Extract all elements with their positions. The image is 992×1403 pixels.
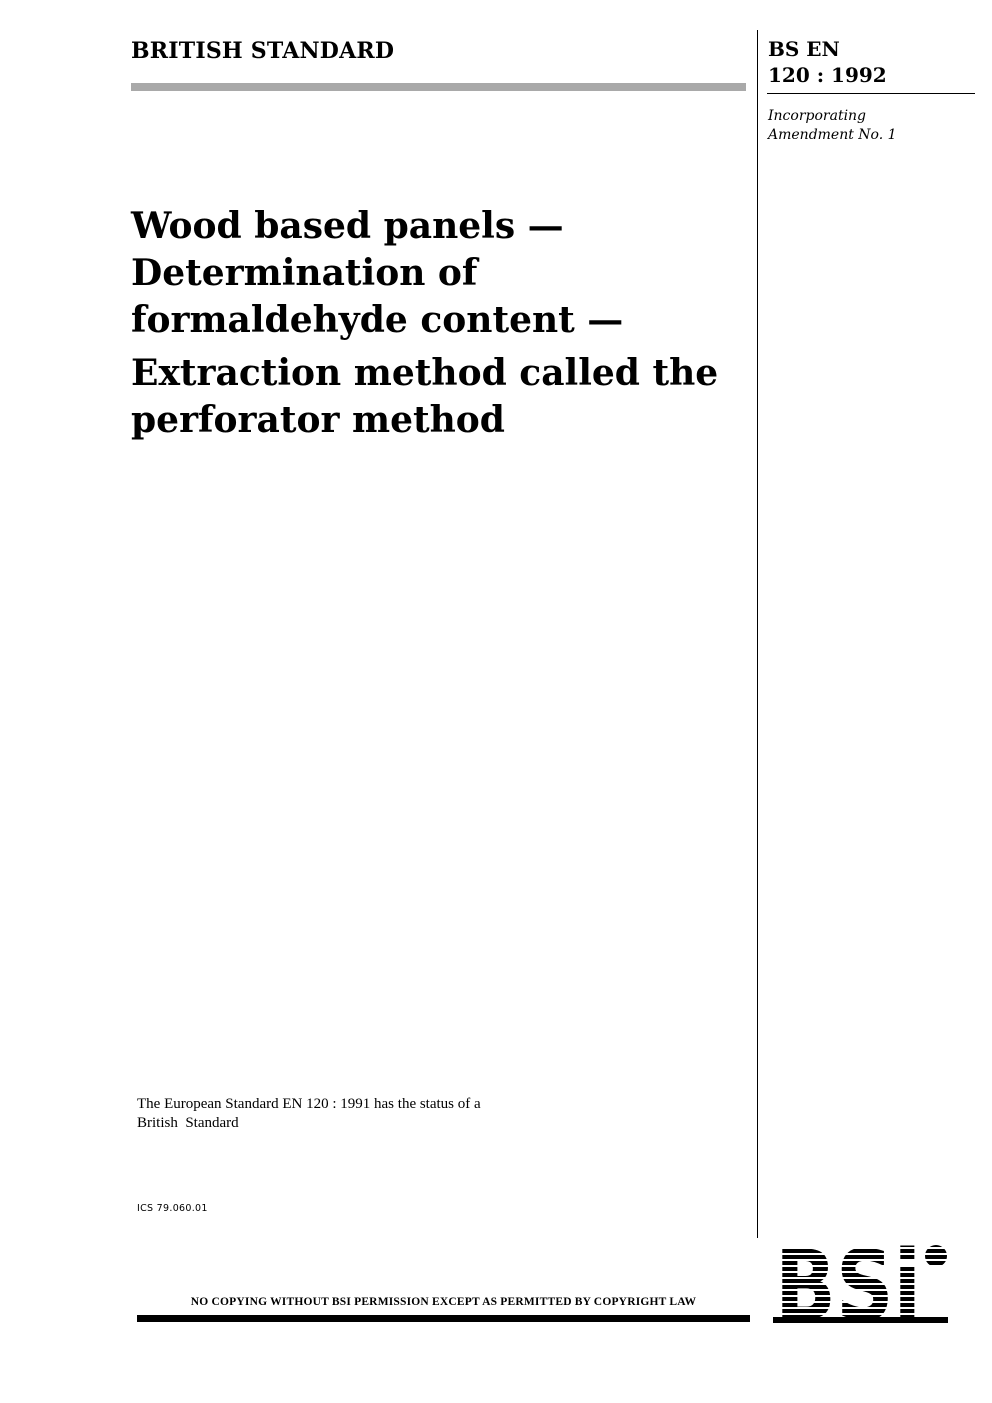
title-line5: perforator method [131, 399, 505, 441]
status-note-line1: The European Standard EN 120 : 1991 has the status of a [137, 1096, 481, 1112]
document-title [131, 203, 741, 444]
status-note [137, 1095, 557, 1133]
footer-rule [137, 1315, 750, 1322]
title-line4: Extraction method called the [131, 352, 719, 394]
amendment-line2: Amendment No. 1 [768, 127, 897, 143]
bsi-logo [773, 1243, 948, 1323]
header-rule [131, 83, 746, 91]
standard-number-line2: 120 : 1992 [768, 63, 887, 87]
ics-code: ICS 79.060.01 [137, 1203, 208, 1214]
series-label: BRITISH STANDARD [131, 38, 395, 64]
title-line1: Wood based panels — [131, 205, 564, 247]
column-divider [757, 30, 758, 1238]
standard-number-line1: BS EN [768, 37, 840, 61]
amendment-line1: Incorporating [768, 108, 867, 124]
standard-number [768, 36, 887, 88]
amendment-note [768, 107, 897, 145]
standard-number-rule [767, 93, 975, 94]
status-note-line2: British Standard [137, 1115, 239, 1131]
title-line3: formaldehyde content — [131, 299, 624, 341]
title-line2: Determination of [131, 252, 478, 294]
copyright-notice: NO COPYING WITHOUT BSI PERMISSION EXCEPT AS PERMITTED BY COPYRIGHT LAW [190, 1296, 697, 1308]
